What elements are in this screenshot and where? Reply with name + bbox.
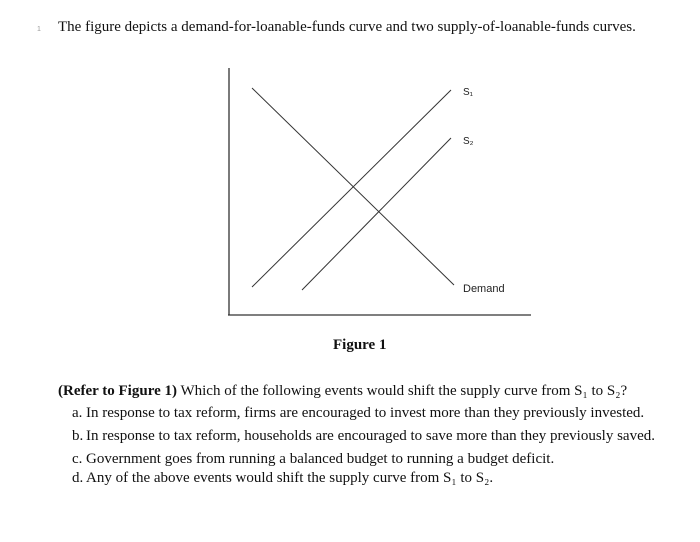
option-text: In response to tax reform, firms are encouraged to invest more than they previously invested.	[86, 405, 645, 421]
supply-curve-s2	[302, 138, 451, 290]
s2-label: S₂	[463, 136, 474, 147]
option-letter: c.	[72, 451, 83, 467]
option-c[interactable]	[72, 450, 672, 469]
answer-options	[72, 404, 672, 488]
figure-caption: Figure 1	[333, 337, 387, 353]
option-b[interactable]	[72, 427, 672, 446]
option-a[interactable]	[72, 404, 672, 423]
option-text: Any of the above events would shift the supply curve from S₁ to S₂.	[86, 470, 494, 486]
option-letter: b.	[72, 428, 84, 444]
option-letter: d.	[72, 470, 84, 486]
question-prompt	[58, 383, 627, 400]
prompt-text: Which of the following events would shift the supply curve from S₁ to S₂?	[176, 383, 628, 399]
question-intro: The figure depicts a demand-for-loanable-funds curve and two supply-of-loanable-funds curves.	[58, 19, 636, 35]
prompt-figure-ref: (Refer to Figure 1)	[58, 383, 177, 399]
s1-label: S₁	[463, 87, 474, 98]
option-letter: a.	[72, 405, 83, 421]
option-d[interactable]	[72, 469, 672, 488]
demand-label: Demand	[463, 283, 505, 295]
question-marker: 1	[37, 26, 41, 33]
supply-curve-s1	[252, 90, 451, 287]
option-text: In response to tax reform, households are encouraged to save more than they previously saved.	[86, 428, 655, 444]
option-text: Government goes from running a balanced budget to running a budget deficit.	[86, 451, 555, 467]
